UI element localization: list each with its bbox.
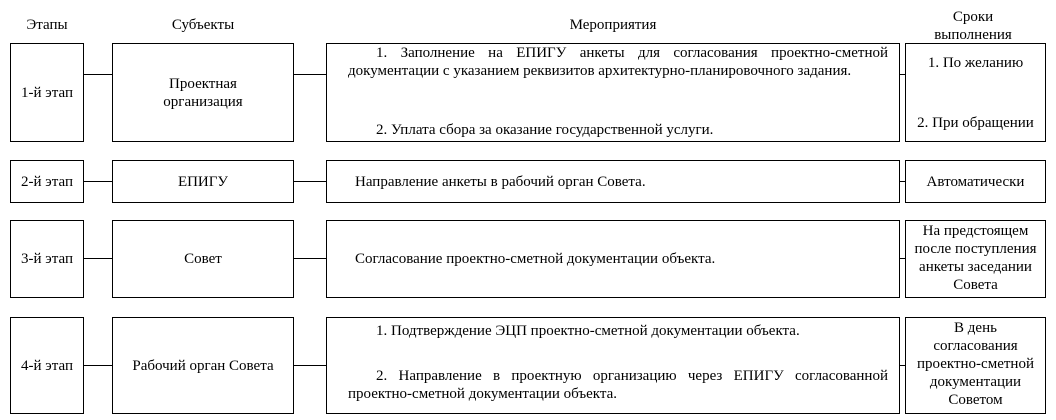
header-terms-line1: Сроки: [952, 9, 994, 25]
term-1-item-2: 2. При обращении: [917, 115, 1034, 131]
activity-text-1b: [326, 121, 900, 139]
stage-box-4: [10, 317, 84, 414]
activity-text-4b: [326, 367, 900, 403]
activity-1-item-1: 1. Заполнение на ЕПИГУ анкеты для согласования проектно-сметной документации с указанием реквизитов архитектурно-планировочного задания.: [348, 45, 888, 79]
stage-label-4: 4-й этап: [21, 357, 73, 374]
connector-4b: [294, 365, 326, 366]
header-terms-line2: выполнения: [934, 27, 1012, 43]
stage-label-3: 3-й этап: [21, 251, 73, 267]
header-activities: Мероприятия: [569, 17, 657, 33]
connector-1a: [84, 74, 112, 75]
subject-box-2: [112, 160, 294, 203]
subject-box-3: [112, 220, 294, 298]
activity-text-3: Согласование проектно-сметной документации объекта.: [355, 251, 716, 267]
activity-1-item-2: 2. Уплата сбора за оказание государственной услуги.: [376, 122, 714, 138]
connector-3b: [294, 258, 326, 259]
term-4-line-5: Советом: [948, 392, 1003, 408]
term-text-4: [905, 319, 1046, 409]
subject-box-1: [112, 43, 294, 142]
activity-text-2: Направление анкеты в рабочий орган Совета.: [355, 173, 646, 190]
connector-2b: [294, 181, 326, 182]
subject-label-2: ЕПИГУ: [177, 173, 229, 190]
stage-box-2: [10, 160, 84, 203]
term-3-line-3: анкеты заседании: [919, 259, 1032, 275]
term-text-3: [905, 222, 1046, 294]
connector-3a: [84, 258, 112, 259]
activity-text-4a: [326, 322, 900, 340]
subject-box-4: [112, 317, 294, 414]
header-stages: Этапы: [26, 17, 68, 33]
activity-4-item-1: 1. Подтверждение ЭЦП проектно-сметной документации объекта.: [376, 323, 800, 339]
activity-box-3: [326, 220, 900, 298]
term-3-line-1: На предстоящем: [922, 223, 1029, 239]
stage-box-1: [10, 43, 84, 142]
connector-1b: [294, 74, 326, 75]
subject-label-4: Рабочий орган Совета: [132, 357, 274, 374]
stage-box-3: [10, 220, 84, 298]
subject-label-1-line2: организация: [163, 93, 243, 110]
activity-text-1: [326, 44, 900, 80]
term-4-line-2: согласования: [933, 338, 1018, 354]
subject-label-3: Совет: [184, 251, 222, 267]
term-4-line-1: В день: [954, 320, 997, 336]
term-text-2: Автоматически: [926, 173, 1025, 190]
subject-label-1-line1: Проектная: [169, 75, 237, 92]
stage-label-2: 2-й этап: [21, 173, 73, 190]
header-terms: [900, 8, 1046, 44]
term-4-line-4: документации: [929, 374, 1022, 390]
connector-2a: [84, 181, 112, 182]
connector-4a: [84, 365, 112, 366]
term-3-line-4: Совета: [953, 277, 998, 293]
activity-box-2: [326, 160, 900, 203]
stage-label-1: 1-й этап: [21, 84, 73, 101]
term-3-line-2: после поступления: [914, 241, 1037, 257]
term-box-2: [905, 160, 1046, 203]
header-subjects: Субъекты: [171, 17, 235, 33]
term-1-item-1: 1. По желанию: [927, 55, 1024, 71]
activity-4-item-2: 2. Направление в проектную организацию через ЕПИГУ согласованной проектно-сметной документации объекта.: [348, 368, 888, 402]
term-4-line-3: проектно-сметной: [917, 356, 1034, 372]
